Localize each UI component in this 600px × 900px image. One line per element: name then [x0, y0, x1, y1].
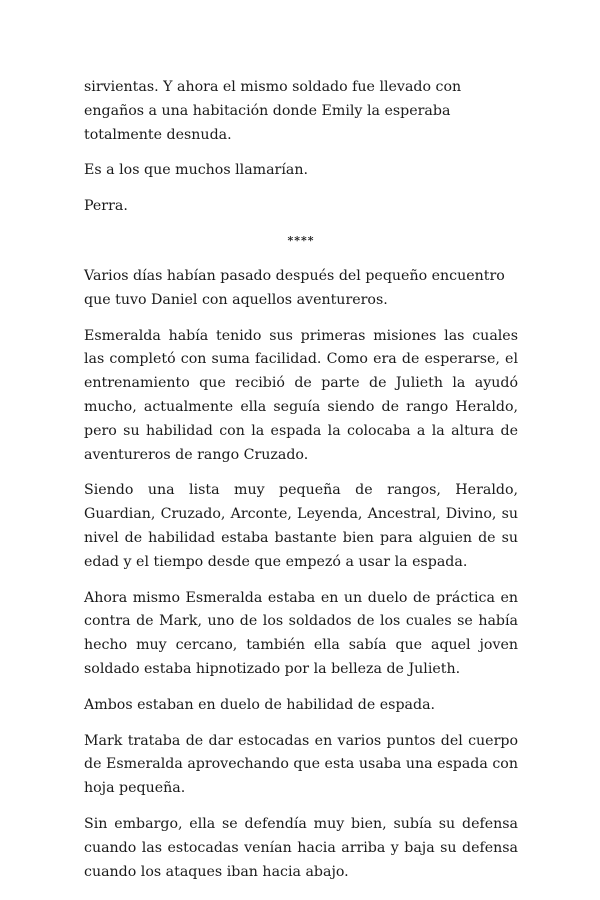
paragraph: Esmeralda había tenido sus primeras misiones las cuales las completó con suma facilidad. Como era de esperarse, el entrenamiento que recibió de parte de Julieth la ayudó mucho, actualmente ella seguía siendo de rango Heraldo, pero su habilidad con la espada la colocaba a la altura de aventureros de rango Cruzado. [84, 327, 518, 463]
paragraph: Sin embargo, ella se defendía muy bien, subía su defensa cuando las estocadas venían hacia arriba y baja su defensa cuando los ataques iban hacia abajo. [84, 815, 518, 880]
paragraph: Ahora mismo Esmeralda estaba en un duelo de práctica en contra de Mark, uno de los soldados de los cuales se había hecho muy cercano, también ella sabía que aquel joven soldado estaba hipnotizado por la belleza de Julieth. [84, 589, 518, 677]
paragraph: Varios días habían pasado después del pequeño encuentro que tuvo Daniel con aquellos aventureros. [84, 267, 505, 308]
paragraph: Ambos estaban en duelo de habilidad de espada. [84, 696, 436, 713]
page-body [84, 76, 518, 896]
paragraph: Es a los que muchos llamarían. [84, 162, 308, 179]
paragraph: sirvientas. Y ahora el mismo soldado fue llevado con engaños a una habitación donde Emily la esperaba totalmente desnuda. [84, 79, 462, 143]
paragraph: Perra. [84, 198, 128, 215]
paragraph: Siendo una lista muy pequeña de rangos, Heraldo, Guardian, Cruzado, Arconte, Leyenda, Ancestral, Divino, su nivel de habilidad estaba bastante bien para alguien de su edad y el tiempo desde que empezó a usar la espada. [84, 482, 518, 570]
paragraph: Mark trataba de dar estocadas en varios puntos del cuerpo de Esmeralda aprovechando que esta usaba una espada con hoja pequeña. [84, 732, 518, 797]
scene-separator: **** [287, 233, 315, 247]
